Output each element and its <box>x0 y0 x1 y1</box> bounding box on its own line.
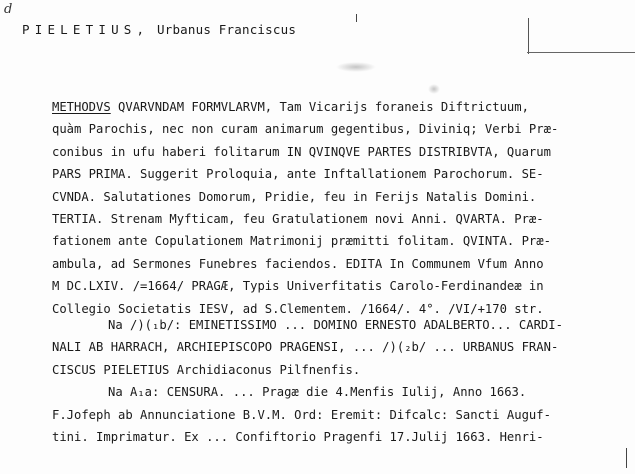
author-surname: PIELETIUS, <box>22 22 150 37</box>
header-vertical-rule <box>528 18 529 54</box>
title-keyword: METHODVS <box>52 100 111 114</box>
text-line: Na /)(₁b/: EMINETISSIMO ... DOMINO ERNESTO ADALBERTO... CARDI- <box>108 318 563 332</box>
text-segment: QVARVNDAM FORMVLARVM, Tam Vicarijs foraneis Diftrictuum, <box>110 100 529 114</box>
text-line: conibus in ufu haberi folitarum IN QVINQVE PARTES DISTRIBVTA, Quarum <box>52 144 551 159</box>
text-line: quàm Parochis, nec non curam animarum gegentibus, Diviniq; Verbi Præ- <box>52 122 559 137</box>
text-line: TERTIA. Strenam Myfticam, feu Gratulationem novi Anni. QVARTA. Præ- <box>52 212 544 227</box>
card-edge-mark <box>620 448 627 468</box>
header-horizontal-rule <box>527 52 635 53</box>
ink-smudge <box>336 62 376 72</box>
text-line: F.Jofeph ab Annunciatione B.V.M. Ord: Eremit: Difcalc: Sancti Auguf- <box>52 407 551 422</box>
text-line: NALI AB HARRACH, ARCHIEPISCOPO PRAGENSI, ... /)(₂b/ ... URBANUS FRAN- <box>52 340 559 355</box>
header-tick-mark <box>356 14 357 22</box>
text-line: PARS PRIMA. Suggerit Proloquia, ante Inftallationem Parochorum. SE- <box>52 167 544 182</box>
author-given-names: Urbanus Franciscus <box>157 22 297 37</box>
text-line: tini. Imprimatur. Ex ... Confiftorio Pragenfi 17.Julij 1663. Henri- <box>52 430 544 445</box>
text-line: Na A₁a: CENSURA. ... Pragæ die 4.Menfis Iulij, Anno 1663. <box>108 385 527 400</box>
text-line: CISCUS PIELETIUS Archidiaconus Pilfnenfis. <box>52 362 361 377</box>
text-line: CVNDA. Salutationes Domorum, Pridie, feu in Ferijs Natalis Domini. <box>52 189 537 204</box>
text-line: ambula, ad Sermones Funebres faciendos. EDITA In Communem Vfum Anno <box>52 256 544 271</box>
card-header <box>22 22 296 37</box>
text-line <box>52 96 618 118</box>
title-description <box>52 96 618 320</box>
ink-smudge <box>428 84 440 94</box>
text-line: fationem ante Copulationem Matrimonij præmitti folitam. QVINTA. Præ- <box>52 234 551 249</box>
text-line: M DC.LXIV. /=1664/ PRAGÆ, Typis Univerfitatis Carolo-Ferdinandeæ in <box>52 279 544 294</box>
corner-mark: d <box>4 2 13 17</box>
notes-section <box>52 314 618 448</box>
text-line: Collegio Societatis IESV, ad S.Clementem. /1664/. 4°. /VI/+170 str. <box>52 301 544 316</box>
